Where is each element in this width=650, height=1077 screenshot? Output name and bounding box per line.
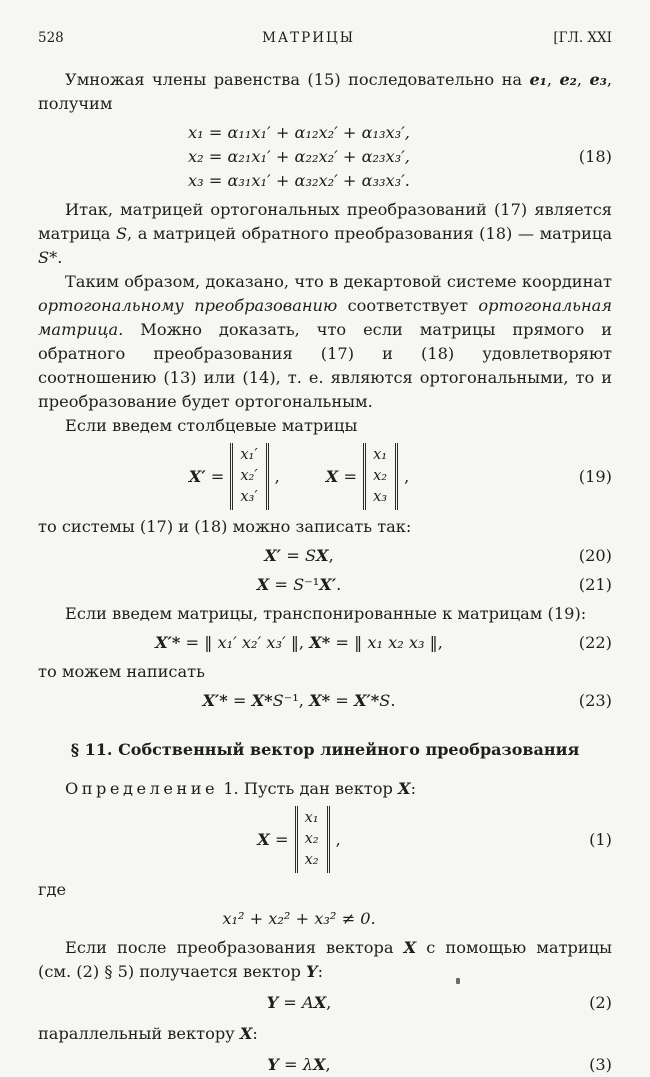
- chapter-label: [ГЛ. XXI: [553, 30, 612, 46]
- paragraph-esli-transponirovannye: Если введем матрицы, транспонированные к матрицам (19):: [65, 604, 587, 623]
- equation-19-separator: ,: [274, 466, 280, 486]
- equation-23-body: X′* = X*S⁻¹, X* = X′*S.: [202, 691, 396, 710]
- paragraph-opredelenie: Определение 1. Пусть дан вектор X:: [65, 779, 417, 798]
- equation-2-body: Y = AX,: [266, 993, 332, 1012]
- equation-number-19: (19): [578, 466, 612, 486]
- paragraph-to-mozhem: то можем написать: [38, 662, 205, 681]
- equation-number-22: (22): [578, 633, 612, 652]
- section-heading: § 11. Собственный вектор линейного преобразования: [70, 740, 580, 759]
- equation-1-trailing-comma: ,: [335, 829, 341, 849]
- equation-18: [38, 121, 612, 193]
- equation-1-lhs: X =: [257, 829, 289, 849]
- paragraph-takim: Таким образом, доказано, что в декартовой системе координат ортогональному преобразованию соответствует ортогональная матрица. Можно доказать, что если матрицы прямого и обратного преобразования (17) и (18) удовлетворяют соотношению (13) или (14), т. е. являются ортогональными, то и преобразование будет ортогональным.: [38, 272, 613, 411]
- equation-number-23: (23): [578, 691, 612, 710]
- equation-number-1: (1): [589, 829, 612, 849]
- equation-20-body: X′ = SX,: [264, 546, 334, 565]
- equation-nonzero: [38, 907, 612, 931]
- equation-number-3: (3): [589, 1055, 612, 1074]
- equation-22: [38, 631, 612, 655]
- equation-19: [38, 443, 612, 510]
- paragraph-multiplying: Умножая члены равенства (15) последовательно на e₁, e₂, e₃, получим: [38, 70, 613, 113]
- equation-19-lhs-x-prime: X′ =: [188, 466, 225, 486]
- paragraph-itak: Итак, матрицей ортогональных преобразований (17) является матрица S, а матрицей обратного преобразования (18) — матрица S*.: [38, 200, 612, 267]
- equation-18-line-3: x₃ = α₃₁x₁′ + α₃₂x₂′ + α₃₃x₃′.: [188, 171, 410, 190]
- matrix-x-column: x₁ x₂ x₃: [363, 443, 398, 510]
- equation-3: [38, 1053, 612, 1077]
- equation-1: [38, 806, 612, 873]
- equation-18-line-1: x₁ = α₁₁x₁′ + α₁₂x₂′ + α₁₃x₃′,: [188, 123, 410, 142]
- equation-number-18: (18): [578, 147, 612, 166]
- equation-19-lhs-x: X =: [325, 466, 358, 486]
- equation-23: [38, 689, 612, 713]
- equation-21: [38, 573, 612, 597]
- equation-21-body: X = S⁻¹X′.: [256, 575, 342, 594]
- equation-18-line-2: x₂ = α₂₁x₁′ + α₂₂x₂′ + α₂₃x₃′,: [188, 147, 410, 166]
- equation-19-trailing-comma: ,: [404, 466, 410, 486]
- paragraph-parallelny: параллельный вектору X:: [38, 1024, 258, 1043]
- equation-number-20: (20): [578, 546, 612, 565]
- paragraph-esli-stolbtsevye: Если введем столбцевые матрицы: [65, 416, 358, 435]
- equation-number-2: (2): [589, 993, 612, 1012]
- scan-speck: [456, 978, 460, 984]
- paragraph-gde: где: [38, 880, 67, 899]
- matrix-x-prime-column: x₁′ x₂′ x₃′: [230, 443, 268, 510]
- equation-22-body: X′* = ‖ x₁′ x₂′ x₃′ ‖, X* = ‖ x₁ x₂ x₃ ‖,: [155, 633, 443, 652]
- matrix-x-vector: x₁ x₂ x₂: [295, 806, 330, 873]
- equation-20: [38, 544, 612, 568]
- paragraph-esli-posle: Если после преобразования вектора X с помощью матрицы (см. (2) § 5) получается вектор Y:: [38, 938, 612, 981]
- paragraph-to-sistemy: то системы (17) и (18) можно записать так:: [38, 517, 412, 536]
- equation-2: [38, 991, 612, 1015]
- equation-nonzero-body: x₁² + x₂² + x₃² ≠ 0.: [222, 909, 376, 928]
- running-title: МАТРИЦЫ: [262, 30, 356, 46]
- page-number: 528: [38, 30, 64, 46]
- page-header: [38, 30, 612, 46]
- equation-3-body: Y = λX,: [267, 1055, 331, 1074]
- equation-number-21: (21): [578, 575, 612, 594]
